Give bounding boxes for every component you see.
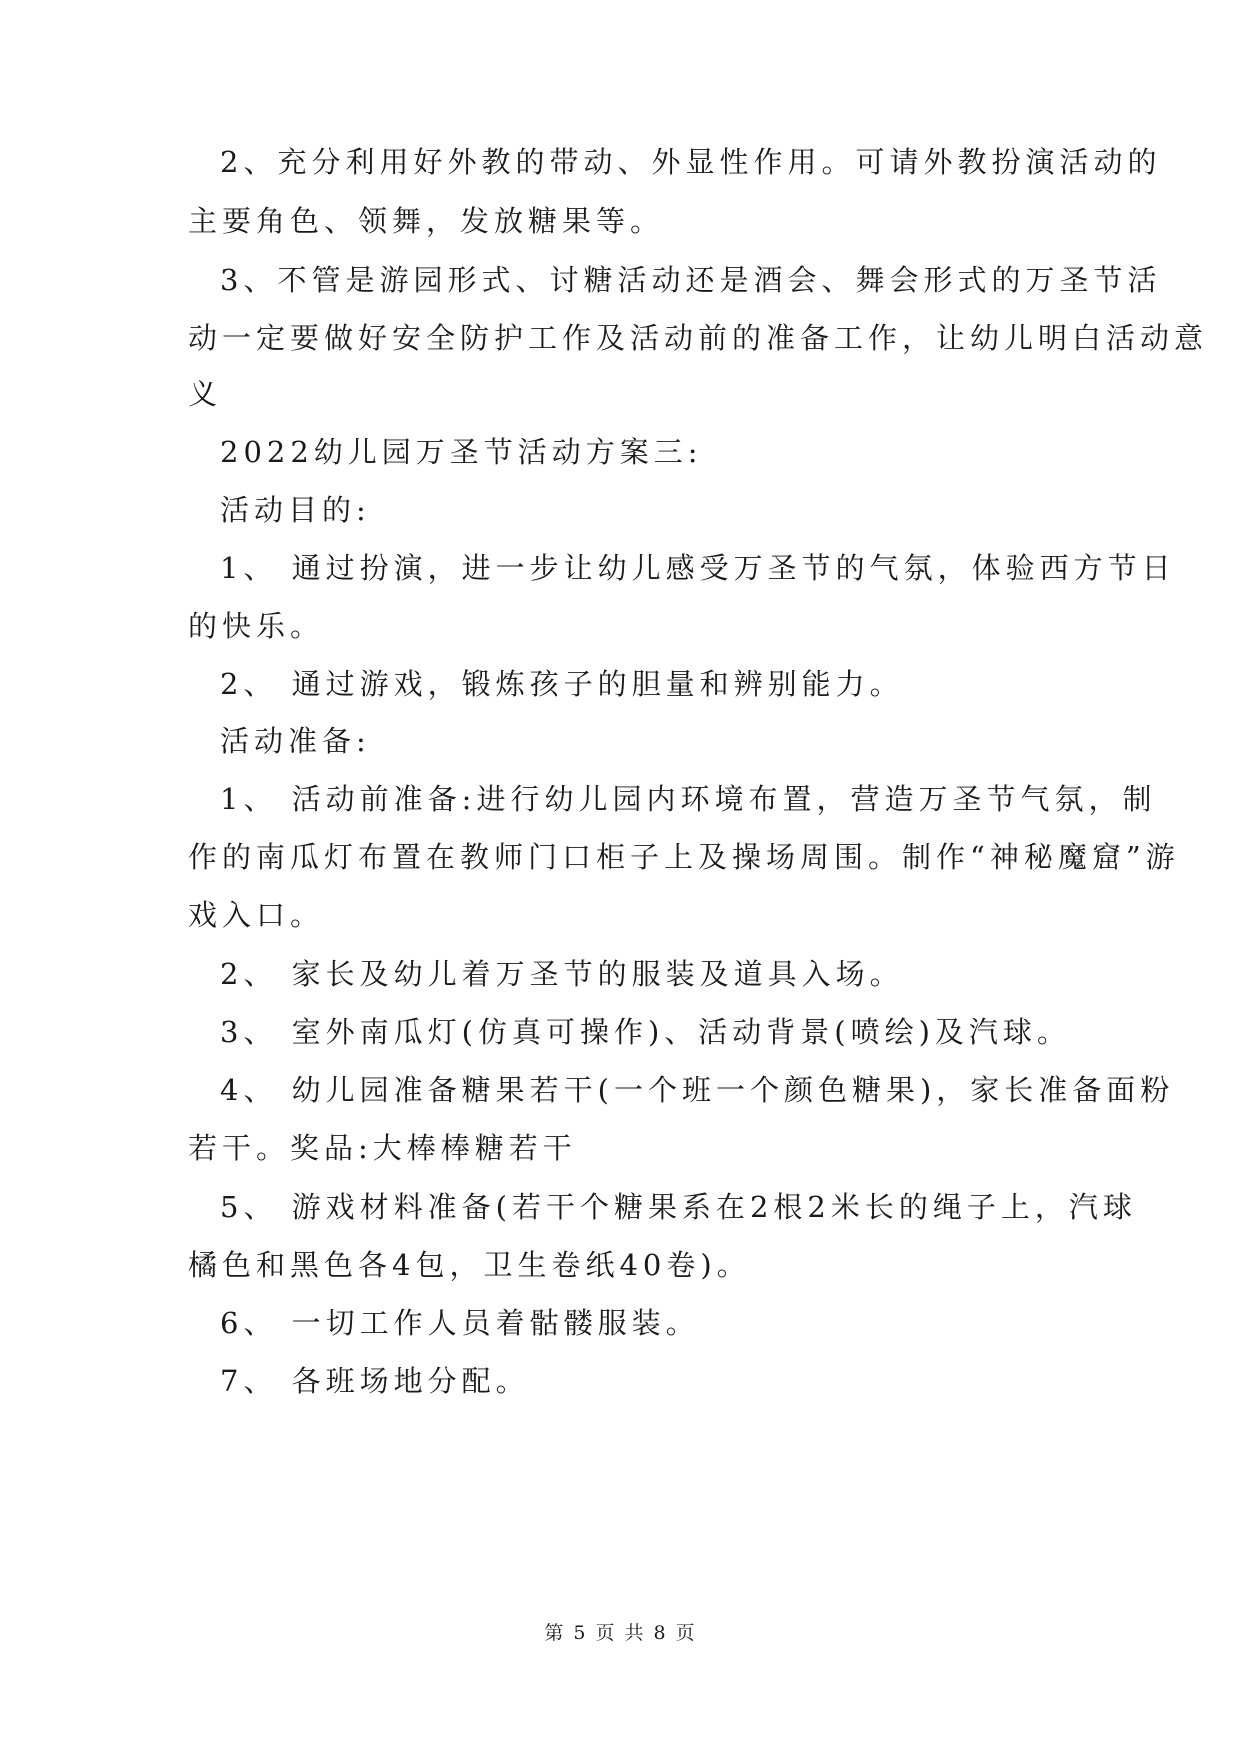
text-line: 活动目的:: [220, 493, 371, 527]
text-line: 5、 游戏材料准备(若干个糖果系在2根2米长的绳子上，汽球: [220, 1190, 1137, 1224]
text-line: 6、 一切工作人员着骷髅服装。: [220, 1306, 700, 1340]
text-line: 1、 通过扮演，进一步让幼儿感受万圣节的气氛，体验西方节日: [220, 551, 1176, 585]
text-line: 4、 幼儿园准备糖果若干(一个班一个颜色糖果)，家长准备面粉: [220, 1073, 1175, 1107]
page-footer: 第 5 页 共 8 页: [544, 1622, 697, 1644]
text-line: 义: [188, 377, 223, 411]
text-line: 2、充分利用好外教的带动、外显性作用。可请外教扮演活动的: [220, 145, 1162, 179]
text-line: 作的南瓜灯布置在教师门口柜子上及操场周围。制作“神秘魔窟”游: [188, 840, 1180, 874]
text-line: 的快乐。: [188, 609, 325, 643]
text-line: 活动准备:: [220, 724, 371, 758]
text-line: 7、 各班场地分配。: [220, 1364, 530, 1398]
text-line: 戏入口。: [188, 898, 325, 932]
text-line: 3、不管是游园形式、讨糖活动还是酒会、舞会形式的万圣节活: [220, 263, 1162, 297]
text-line: 2、 通过游戏，锻炼孩子的胆量和辨别能力。: [220, 667, 904, 701]
text-line: 2022幼儿园万圣节活动方案三:: [220, 435, 703, 469]
text-line: 若干。奖品:大棒棒糖若干: [188, 1131, 577, 1165]
text-line: 主要角色、领舞，发放糖果等。: [188, 204, 665, 238]
text-line: 橘色和黑色各4包，卫生卷纸40卷)。: [188, 1248, 751, 1282]
text-line: 2、 家长及幼儿着万圣节的服装及道具入场。: [220, 957, 904, 991]
text-line: 1、 活动前准备:进行幼儿园内环境布置，营造万圣节气氛，制: [220, 782, 1157, 816]
text-line: 动一定要做好安全防护工作及活动前的准备工作，让幼儿明白活动意: [188, 321, 1209, 355]
text-line: 3、 室外南瓜灯(仿真可操作)、活动背景(喷绘)及汽球。: [220, 1015, 1071, 1049]
